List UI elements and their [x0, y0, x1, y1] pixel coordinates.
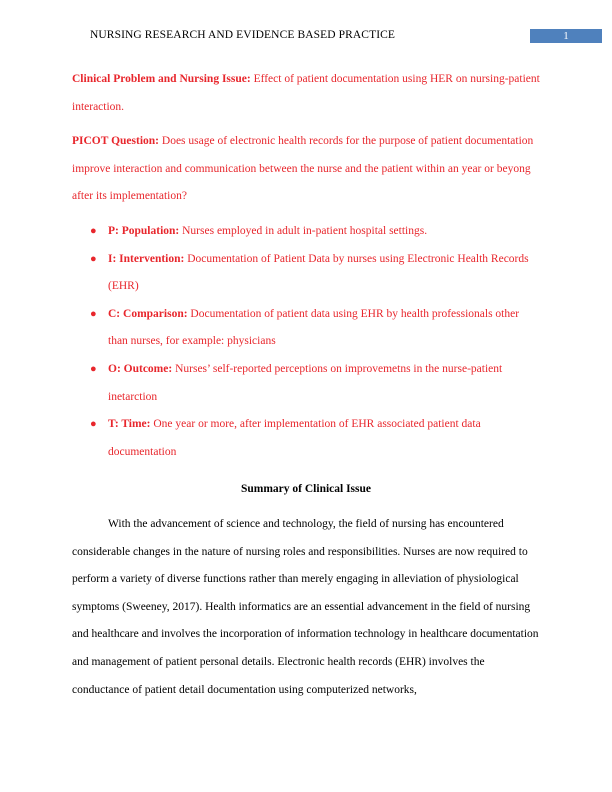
bullet-icon: ● — [90, 252, 97, 265]
list-item-time — [72, 411, 540, 466]
bullet-icon: ● — [90, 418, 97, 431]
section-heading: Summary of Clinical Issue — [240, 483, 372, 495]
picot-components-list — [72, 218, 540, 466]
page-number: 1 — [530, 29, 602, 43]
list-item-intervention — [72, 246, 540, 301]
list-item-text: Nurses’ self-reported perceptions on improvemetns in the nurse-patient inetarction — [108, 362, 503, 403]
list-item-text: One year or more, after implementation of EHR associated patient data documentation — [108, 418, 481, 458]
list-item-label: O: Outcome: — [108, 362, 173, 375]
list-item-label: P: Population: — [108, 225, 180, 237]
list-item-population — [72, 218, 540, 246]
list-item-text: Documentation of Patient Data by nurses using Electronic Health Records (EHR) — [108, 252, 529, 293]
list-item-label: I: Intervention: — [108, 252, 185, 265]
running-head: NURSING RESEARCH AND EVIDENCE BASED PRACTICE — [90, 29, 396, 41]
list-item-label: C: Comparison: — [108, 307, 188, 320]
list-item-text: Documentation of patient data using EHR by health professionals other than nurses, for example: physicians — [108, 307, 520, 348]
bullet-icon: ● — [90, 225, 97, 237]
picot-question-label: PICOT Question: — [72, 135, 160, 147]
picot-question-text: Does usage of electronic health records for the purpose of patient documentation improve interaction and communication between the nurse and the patient within an year or beyong after its implementation? — [72, 135, 534, 203]
clinical-problem-label: Clinical Problem and Nursing Issue: — [72, 73, 251, 85]
clinical-problem-text: Effect of patient documentation using HER on nursing-patient interaction. — [72, 73, 540, 113]
list-item-comparison — [72, 301, 540, 356]
clinical-problem-paragraph — [72, 66, 540, 121]
page-header — [0, 27, 612, 45]
picot-question-paragraph — [72, 128, 540, 211]
list-item-text: Nurses employed in adult in-patient hospital settings. — [179, 225, 428, 237]
list-item-label: T: Time: — [108, 418, 151, 431]
bullet-icon: ● — [90, 362, 97, 375]
bullet-icon: ● — [90, 307, 97, 320]
summary-paragraph: With the advancement of science and technology, the field of nursing has encountered considerable changes in the nature of nursing roles and responsibilities. Nurses are now required to perform a variety of diverse functions rather than merely engaging in alleviation of physiological symptoms (Sweeney, 2017). Health informatics are an essential advancement in the field of nursing and healthcare and involves the incorporation of information technology in healthcare documentation and management of patient personal details. Electronic health records (EHR) involves the conductance of patient detail documentation using computerized networks, — [72, 518, 539, 696]
list-item-outcome — [72, 356, 540, 411]
